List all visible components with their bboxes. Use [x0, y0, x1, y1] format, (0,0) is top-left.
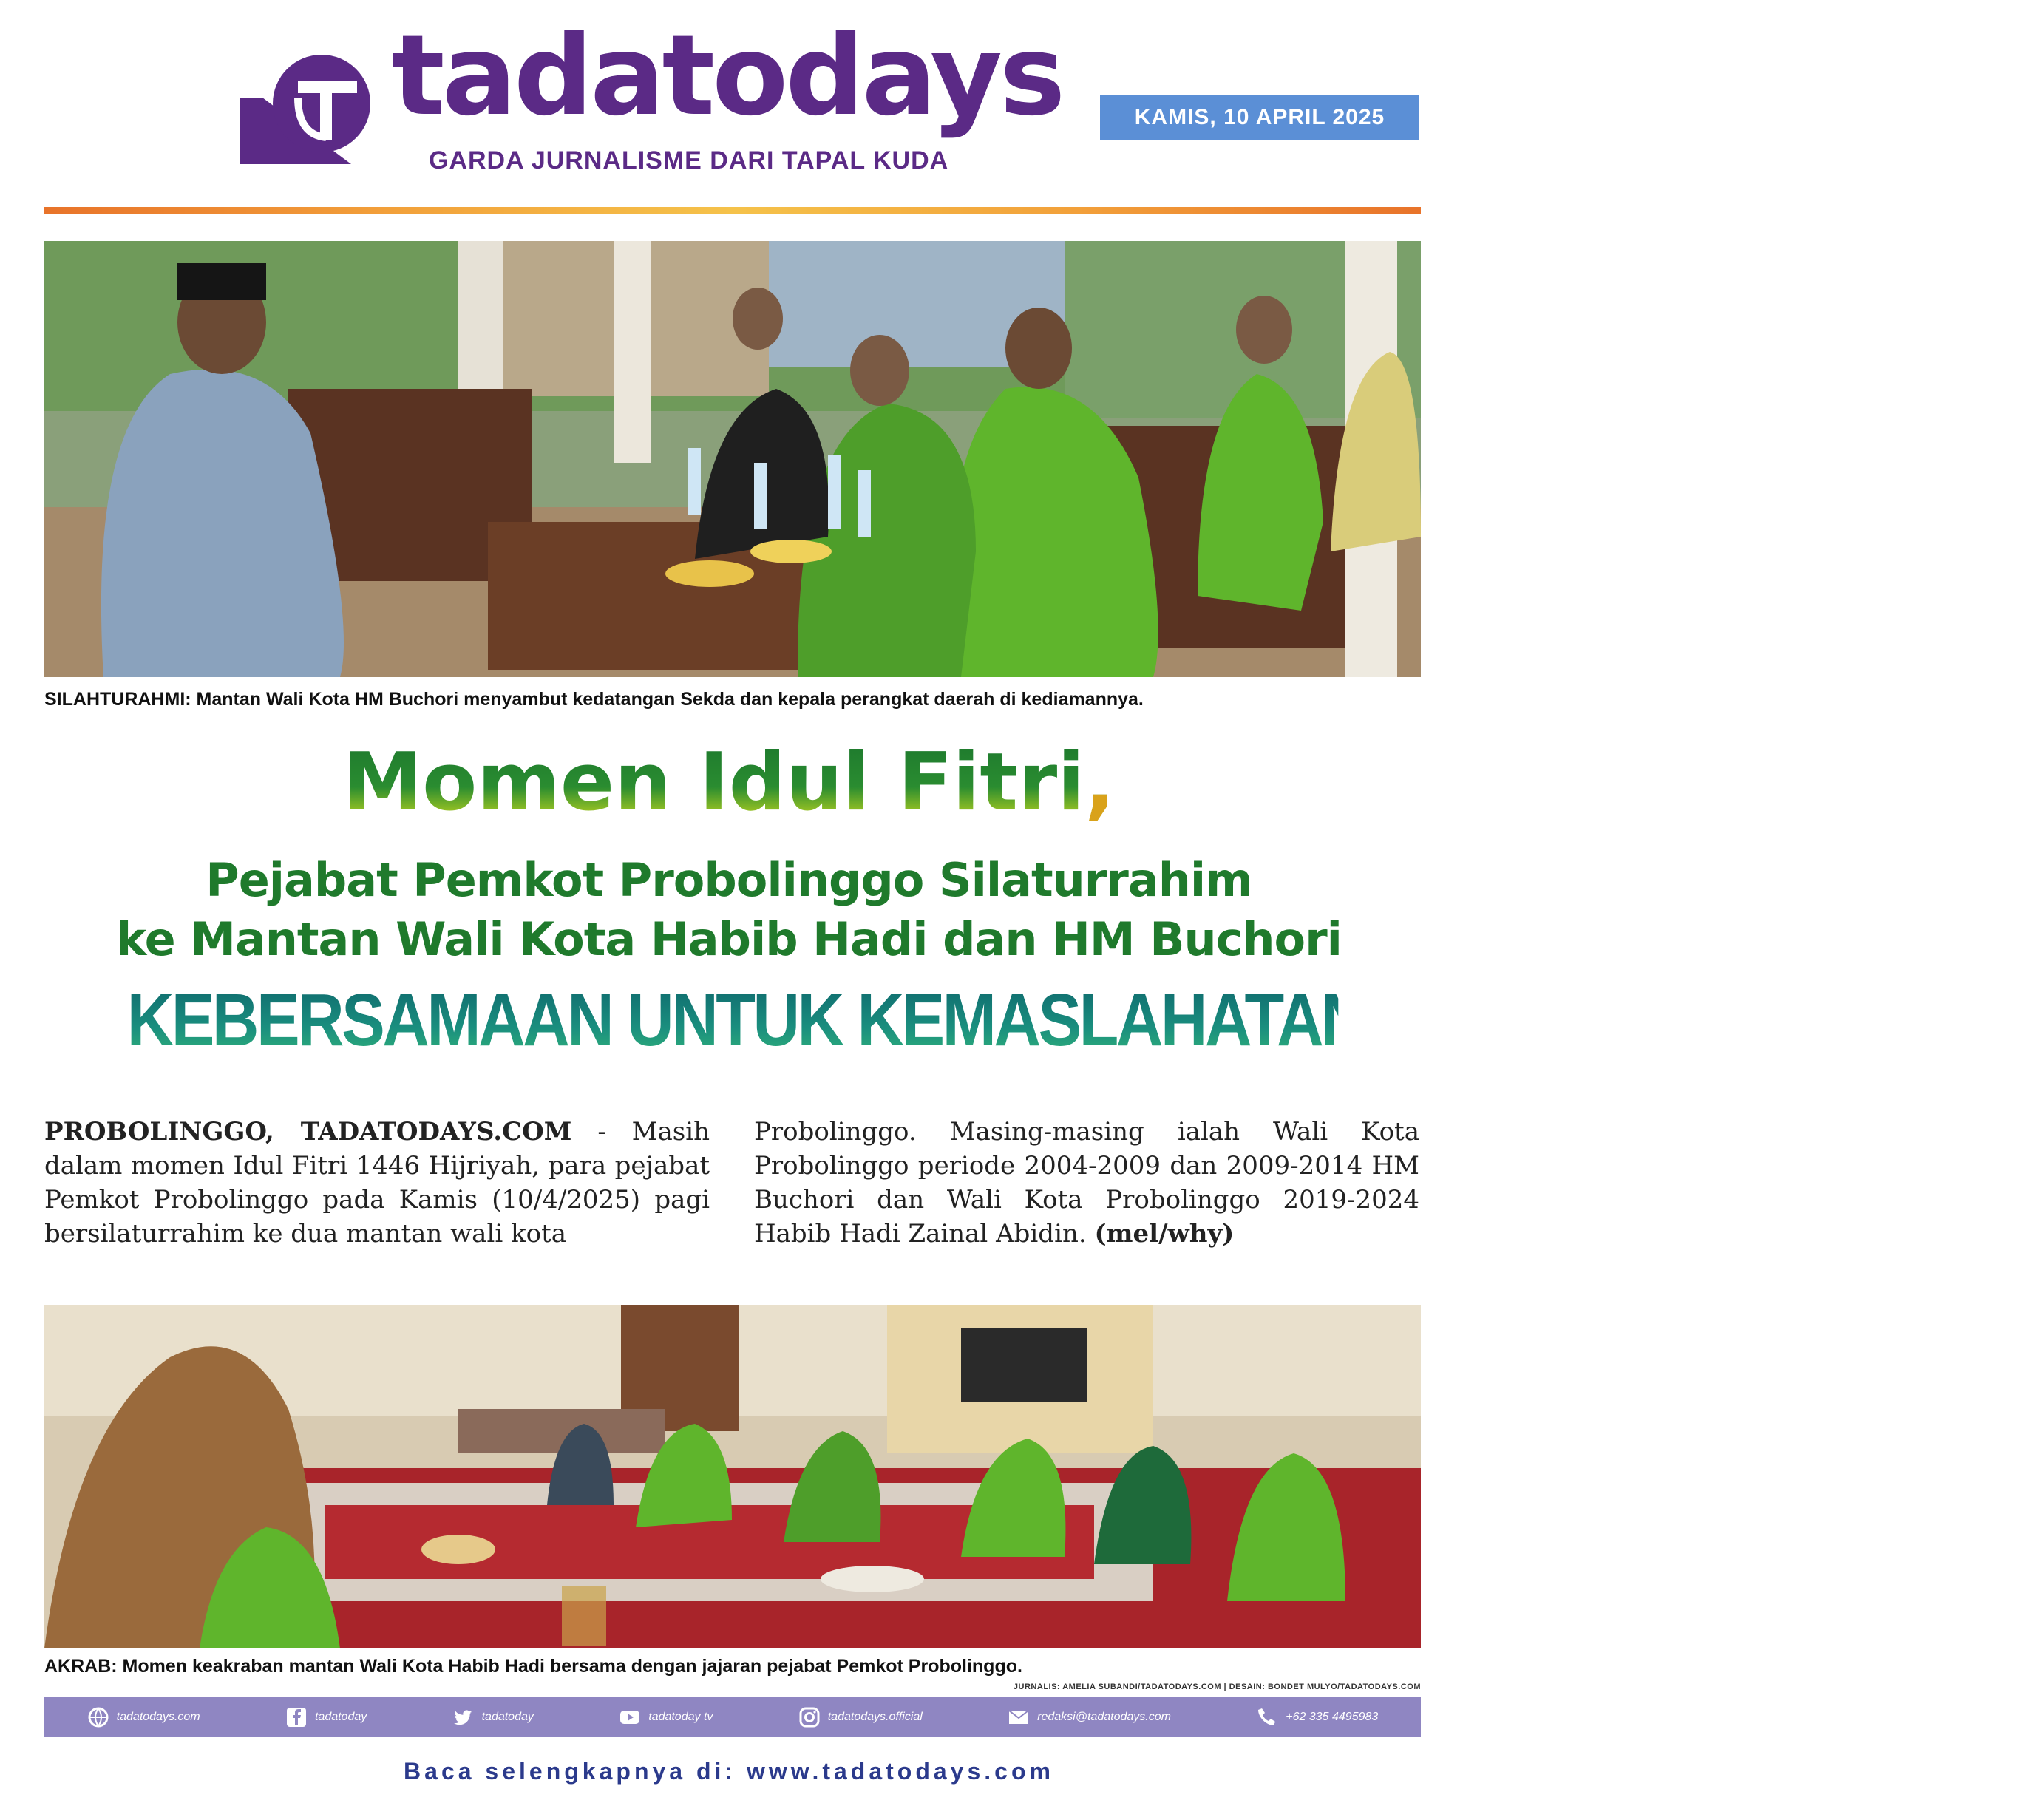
- footer-youtube-label: tadatoday tv: [648, 1711, 713, 1723]
- footer-email-link[interactable]: [1008, 1706, 1171, 1728]
- footer-facebook-link[interactable]: [285, 1706, 367, 1728]
- article-dateline: PROBOLINGGO, TADATODAYS.COM: [44, 1117, 572, 1147]
- brand-tagline: GARDA JURNALISME DARI TAPAL KUDA: [429, 146, 949, 174]
- header-divider: [44, 207, 1421, 214]
- credits-line: JURNALIS: AMELIA SUBANDI/TADATODAYS.COM | DESAIN: BONDET MULYO/TADATODAYS.COM: [1013, 1683, 1421, 1691]
- headline-kicker: KEBERSAMAAN UNTUK KEMASLAHATAN KOTA PROBOLINGGO: [126, 979, 2030, 1062]
- article-signoff: (mel/why): [1094, 1219, 1235, 1249]
- photo-akrab-habib-hadi: [44, 1305, 1421, 1648]
- footer-website-link[interactable]: [87, 1706, 200, 1728]
- article-column-right: [754, 1115, 1419, 1251]
- footer-email-label: redaksi@tadatodays.com: [1037, 1711, 1171, 1723]
- footer-phone-label: +62 335 4495983: [1286, 1711, 1379, 1723]
- headline-comma: ,: [1084, 736, 1116, 829]
- brand-name: tadatodays: [392, 12, 1063, 140]
- footer-instagram-label: tadatodays.official: [827, 1711, 923, 1723]
- footer-social-bar: [44, 1697, 1421, 1737]
- headline-sub-line-1: Pejabat Pemkot Probolinggo Silaturrahim: [206, 853, 1252, 907]
- mail-icon: [1008, 1706, 1030, 1728]
- read-more-link[interactable]: Baca selengkapnya di: www.tadatodays.com: [404, 1758, 1054, 1785]
- footer-twitter-label: tadatoday: [481, 1711, 534, 1723]
- headline-main: [0, 736, 1458, 829]
- globe-icon: [87, 1706, 109, 1728]
- footer-youtube-link[interactable]: [619, 1706, 713, 1728]
- article-left-text: - Masih dalam momen Idul Fitri 1446 Hijriyah, para pejabat Pemkot Probolinggo pada Kamis (10/4/2025) pagi bersilaturrahim ke dua mantan wali kota: [44, 1117, 710, 1249]
- facebook-icon: [285, 1706, 308, 1728]
- footer-twitter-link[interactable]: [452, 1706, 534, 1728]
- footer-phone-link[interactable]: [1256, 1706, 1378, 1728]
- photo-caption-bottom: AKRAB: Momen keakraban mantan Wali Kota Habib Hadi bersama dengan jajaran pejabat Pemkot Probolinggo.: [44, 1656, 1022, 1677]
- article-right-text: Probolinggo. Masing-masing ialah Wali Kota Probolinggo periode 2004-2009 dan 2009-2014 HM Buchori dan Wali Kota Probolinggo 2019-2024 Habib Hadi Zainal Abidin.: [754, 1117, 1419, 1249]
- headline-sub-line-2: ke Mantan Wali Kota Habib Hadi dan HM Buchori: [116, 912, 1342, 966]
- headline-main-text: Momen Idul Fitri: [342, 736, 1085, 829]
- youtube-icon: [619, 1706, 641, 1728]
- photo-silaturahmi-buchori: [44, 241, 1421, 677]
- photo-caption-top: SILAHTURAHMI: Mantan Wali Kota HM Buchori menyambut kedatangan Sekda dan kepala perangkat daerah di kediamannya.: [44, 689, 1144, 710]
- article-column-left: [44, 1115, 710, 1251]
- phone-icon: [1256, 1706, 1278, 1728]
- footer-facebook-label: tadatoday: [314, 1711, 367, 1723]
- footer-website-label: tadatodays.com: [116, 1711, 200, 1723]
- twitter-icon: [452, 1706, 475, 1728]
- instagram-icon: [798, 1706, 821, 1728]
- date-badge: KAMIS, 10 APRIL 2025: [1100, 95, 1419, 140]
- footer-instagram-link[interactable]: [798, 1706, 923, 1728]
- tadatodays-logo-mark: [240, 46, 381, 164]
